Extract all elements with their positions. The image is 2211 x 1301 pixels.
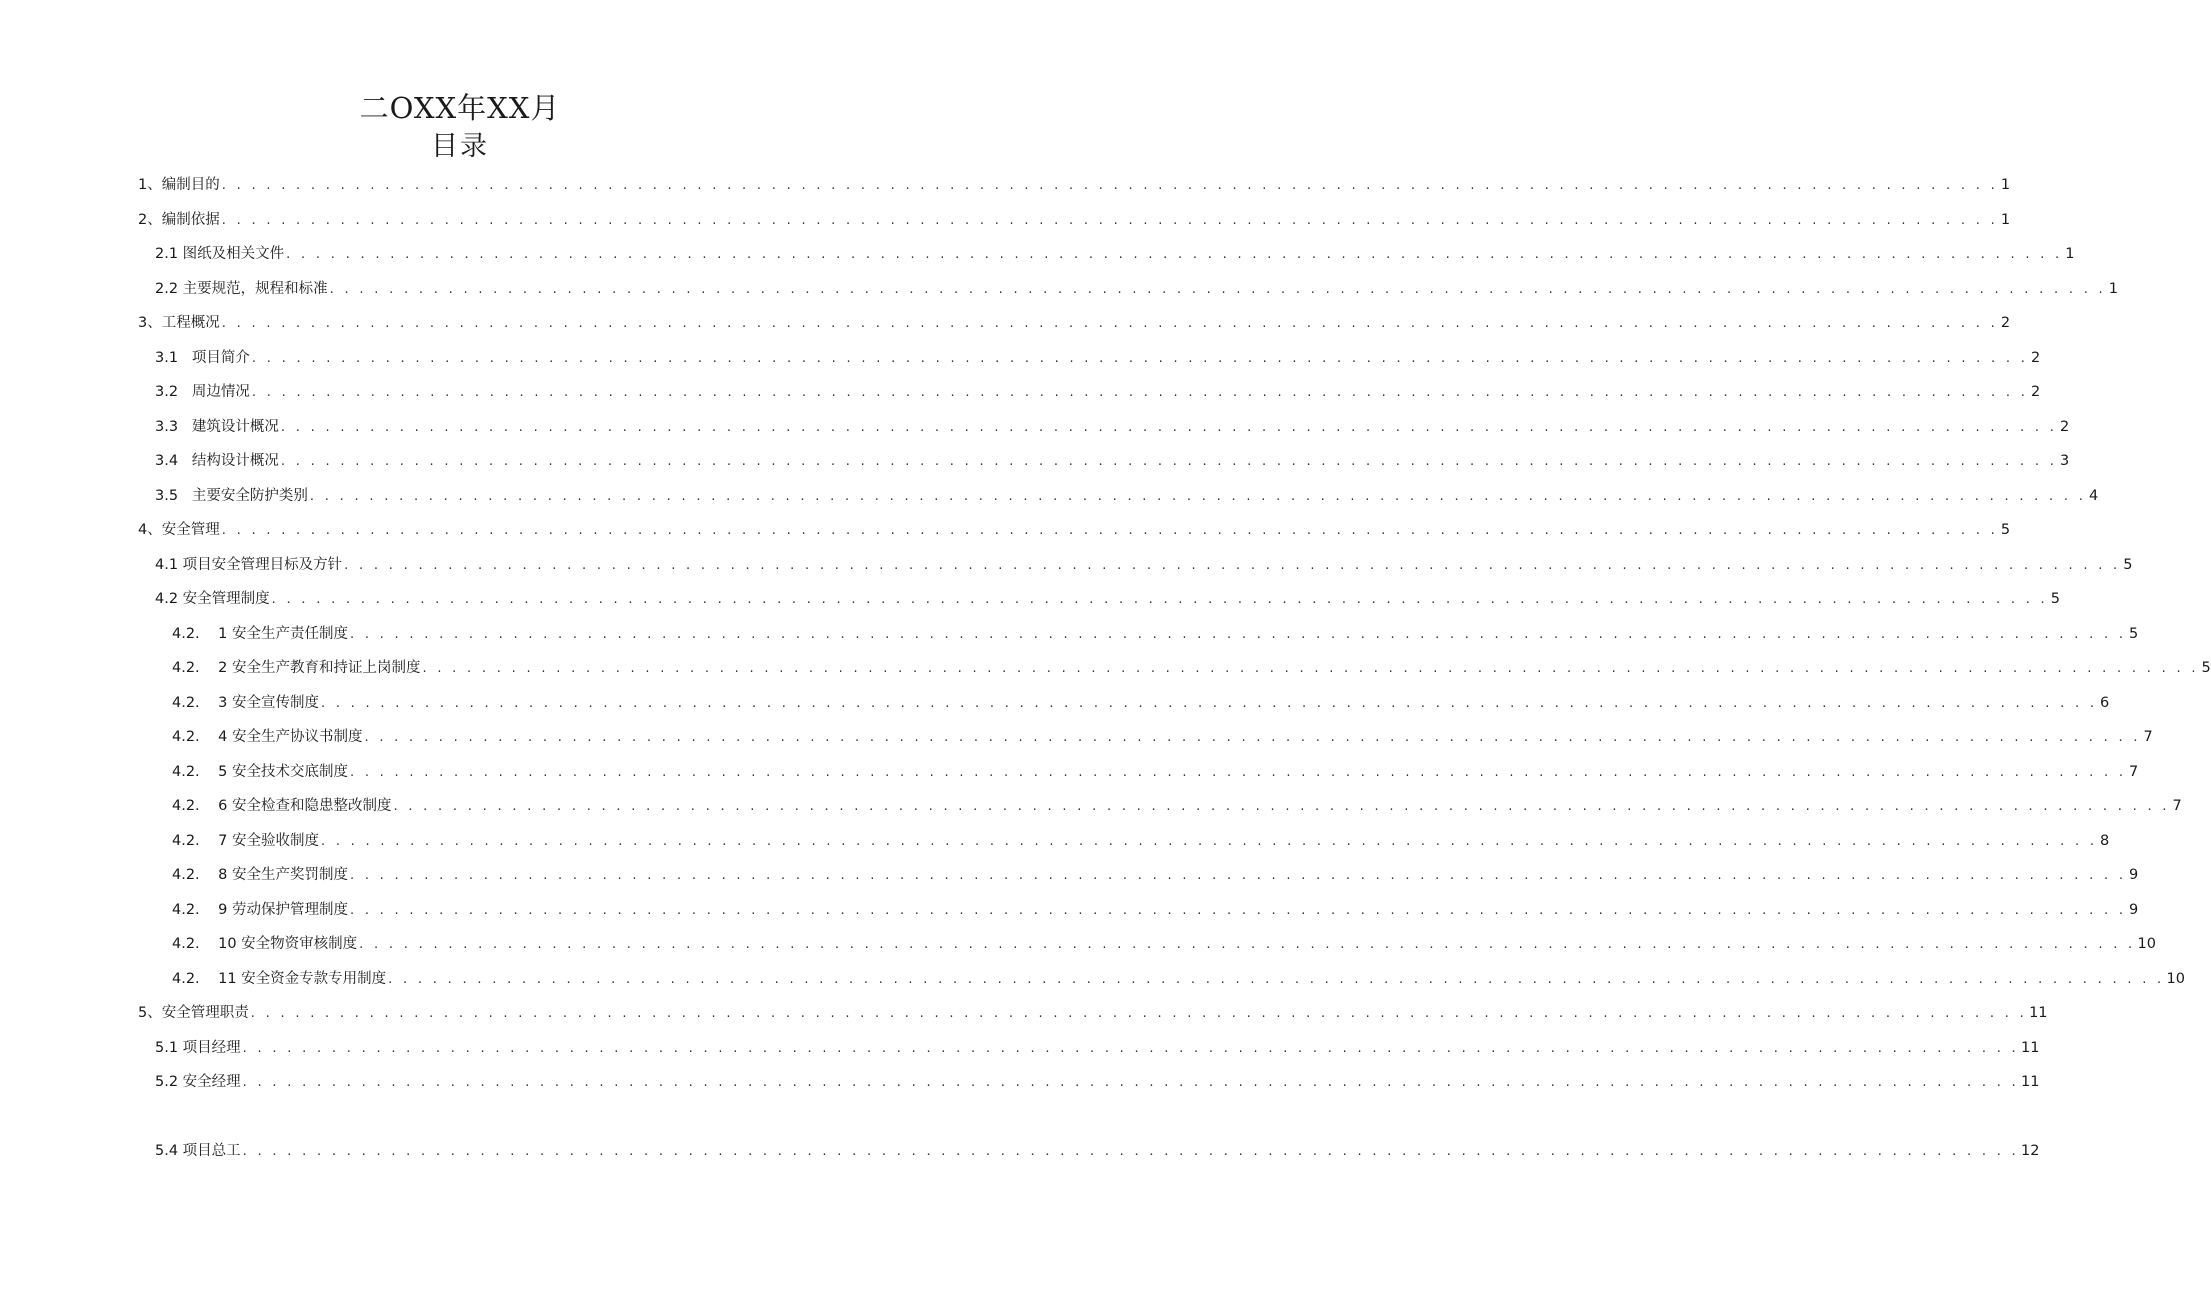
toc-entry-title: 安全验收制度 [231, 832, 319, 849]
toc-entry-page: 11 [2029, 1005, 2048, 1021]
toc-entry-page: 2 [2000, 315, 2011, 331]
toc-entry-number: 4.2 [155, 591, 183, 607]
toc-entry-page: 7 [2143, 729, 2153, 745]
toc-entry[interactable] [0, 1065, 2040, 1100]
toc-entry-title: 安全检查和隐患整改制度 [231, 798, 392, 814]
toc-dot-leader: . . . . . . . . . . . . . . . . . . . . . . . . . . . . . . . . . . . . . . . . . . . . . . . . . . . . . . . . . . . . . . . . . . . . . . . . . . . . . . . . . . . . . . . . . . . . . . . . . . . . . . . . . . . . . . . . . . . . . . . . [344, 557, 2121, 573]
toc-entry-title: 图纸及相关文件 [182, 246, 285, 262]
toc-entry-number: 5.2 [155, 1074, 183, 1090]
toc-entry-number: 4.2. 1 [172, 625, 232, 642]
toc-entry-title: 编制目的 [161, 177, 220, 193]
toc-entry-number: 3.4 [155, 453, 192, 469]
toc-entry-title: 安全技术交底制度 [231, 763, 348, 780]
toc-entry[interactable] [0, 996, 2048, 1031]
toc-dot-leader: . . . . . . . . . . . . . . . . . . . . . . . . . . . . . . . . . . . . . . . . . . . . . . . . . . . . . . . . . . . . . . . . . . . . . . . . . . . . . . . . . . . . . . . . . . . . . . . . . . . . . . . . . . . . . . . . . . . . . . . . [221, 316, 1999, 331]
toc-dot-leader: . . . . . . . . . . . . . . . . . . . . . . . . . . . . . . . . . . . . . . . . . . . . . . . . . . . . . . . . . . . . . . . . . . . . . . . . . . . . . . . . . . . . . . . . . . . . . . . . . . . . . . . . . . . . . . . . . . . . . . . . [422, 661, 2199, 676]
toc-dot-leader: . . . . . . . . . . . . . . . . . . . . . . . . . . . . . . . . . . . . . . . . . . . . . . . . . . . . . . . . . . . . . . . . . . . . . . . . . . . . . . . . . . . . . . . . . . . . . . . . . . . . . . . . . . . . . . . . . . . . . . . . [221, 523, 1999, 538]
toc-entry[interactable] [0, 755, 2139, 790]
toc-entry[interactable] [0, 651, 2211, 686]
toc-entry-number: 4.2. 3 [172, 694, 232, 711]
toc-entry-number: 4.2. 2 [172, 660, 232, 676]
toc-entry-title: 安全生产奖罚制度 [231, 867, 348, 883]
toc-entry-title: 安全物资审核制度 [241, 936, 358, 952]
toc-entry-page: 7 [2129, 763, 2139, 780]
toc-entry-number: 4.2. 11 [172, 970, 242, 987]
toc-entry[interactable] [0, 168, 2011, 203]
toc-entry[interactable] [0, 410, 2070, 445]
toc-entry-page: 1 [2000, 177, 2011, 193]
toc-title: 目录 [431, 131, 489, 162]
toc-entry-number: 3.1 [155, 349, 192, 366]
toc-entry-page: 5 [2000, 522, 2011, 538]
toc-entry-page: 10 [2137, 936, 2156, 952]
toc-entry[interactable] [0, 858, 2139, 893]
toc-entry-number: 3.2 [155, 384, 192, 400]
toc-entry-number: 4.2. 4 [172, 729, 232, 745]
toc-entry-title: 安全管理职责 [161, 1005, 249, 1021]
toc-dot-leader: . . . . . . . . . . . . . . . . . . . . . . . . . . . . . . . . . . . . . . . . . . . . . . . . . . . . . . . . . . . . . . . . . . . . . . . . . . . . . . . . . . . . . . . . . . . . . . . . . . . . . . . . . . . . . . . . . . . . . . . . [349, 902, 2127, 918]
toc-entry[interactable] [0, 720, 2153, 755]
toc-entry-number: 1、 [138, 177, 162, 193]
toc-entry-title: 主要安全防护类别 [191, 487, 308, 504]
toc-entry[interactable] [0, 548, 2133, 583]
toc-dot-leader: . . . . . . . . . . . . . . . . . . . . . . . . . . . . . . . . . . . . . . . . . . . . . . . . . . . . . . . . . . . . . . . . . . . . . . . . . . . . . . . . . . . . . . . . . . . . . . . . . . . . . . . . . . . . . . . . . . . . . . . . [221, 212, 1999, 228]
toc-dot-leader: . . . . . . . . . . . . . . . . . . . . . . . . . . . . . . . . . . . . . . . . . . . . . . . . . . . . . . . . . . . . . . . . . . . . . . . . . . . . . . . . . . . . . . . . . . . . . . . . . . . . . . . . . . . . . . . . . . . . . . . . [251, 350, 2029, 366]
toc-entry[interactable] [0, 479, 2099, 514]
toc-entry-title: 安全管理制度 [182, 591, 270, 607]
toc-dot-leader: . . . . . . . . . . . . . . . . . . . . . . . . . . . . . . . . . . . . . . . . . . . . . . . . . . . . . . . . . . . . . . . . . . . . . . . . . . . . . . . . . . . . . . . . . . . . . . . . . . . . . . . . . . . . . . . . . . . . . . . . [221, 178, 1999, 193]
toc-entry-page: 5 [2129, 625, 2139, 642]
toc-entry[interactable] [0, 341, 2041, 376]
toc-entry-number: 4.1 [155, 556, 183, 573]
toc-entry-page: 12 [2021, 1142, 2040, 1159]
toc-entry-number: 3、 [138, 315, 162, 331]
toc-entry-number: 4.2. 8 [172, 867, 232, 883]
toc-entry[interactable] [0, 272, 2118, 307]
toc-entry-page: 1 [2108, 280, 2118, 297]
toc-entry-page: 1 [2065, 246, 2075, 262]
toc-entry-page: 2 [2030, 384, 2041, 400]
toc-dot-leader: . . . . . . . . . . . . . . . . . . . . . . . . . . . . . . . . . . . . . . . . . . . . . . . . . . . . . . . . . . . . . . . . . . . . . . . . . . . . . . . . . . . . . . . . . . . . . . . . . . . . . . . . . . . . . . . . . . . . . . . . [280, 419, 2058, 435]
toc-dot-leader: . . . . . . . . . . . . . . . . . . . . . . . . . . . . . . . . . . . . . . . . . . . . . . . . . . . . . . . . . . . . . . . . . . . . . . . . . . . . . . . . . . . . . . . . . . . . . . . . . . . . . . . . . . . . . . . . . . . . . . . . [349, 626, 2127, 642]
toc-entry-title: 劳动保护管理制度 [231, 901, 348, 918]
toc-entry-title: 工程概况 [161, 315, 220, 331]
toc-entry[interactable] [0, 617, 2139, 652]
toc-entry-number: 2、 [138, 211, 162, 228]
toc-entry-page: 2 [2059, 418, 2070, 435]
toc-entry-title: 项目安全管理目标及方针 [182, 556, 343, 573]
toc-entry[interactable] [0, 824, 2110, 859]
toc-entry-number: 4.2. 5 [172, 763, 232, 780]
table-of-contents [0, 168, 2211, 1168]
toc-entry-title: 安全宣传制度 [231, 694, 319, 711]
toc-entry-page: 10 [2166, 970, 2185, 987]
toc-entry-number: 4.2. 6 [172, 798, 232, 814]
toc-dot-leader: . . . . . . . . . . . . . . . . . . . . . . . . . . . . . . . . . . . . . . . . . . . . . . . . . . . . . . . . . . . . . . . . . . . . . . . . . . . . . . . . . . . . . . . . . . . . . . . . . . . . . . . . . . . . . . . . . . . . . . . . [250, 1006, 2028, 1021]
toc-entry-page: 7 [2172, 798, 2182, 814]
toc-entry-page: 3 [2059, 453, 2070, 469]
toc-entry-title: 安全经理 [182, 1074, 241, 1090]
toc-entry-title: 安全生产协议书制度 [231, 729, 363, 745]
toc-entry[interactable] [0, 513, 2011, 548]
toc-entry-number: 3.5 [155, 487, 192, 504]
toc-entry-number: 5.1 [155, 1039, 183, 1056]
toc-entry-title: 结构设计概况 [191, 453, 279, 469]
toc-dot-leader: . . . . . . . . . . . . . . . . . . . . . . . . . . . . . . . . . . . . . . . . . . . . . . . . . . . . . . . . . . . . . . . . . . . . . . . . . . . . . . . . . . . . . . . . . . . . . . . . . . . . . . . . . . . . . . . . . . . . . . . . [364, 730, 2141, 745]
toc-dot-leader: . . . . . . . . . . . . . . . . . . . . . . . . . . . . . . . . . . . . . . . . . . . . . . . . . . . . . . . . . . . . . . . . . . . . . . . . . . . . . . . . . . . . . . . . . . . . . . . . . . . . . . . . . . . . . . . . . . . . . . . . [320, 695, 2098, 711]
toc-entry-title: 项目经理 [182, 1039, 241, 1056]
toc-dot-leader: . . . . . . . . . . . . . . . . . . . . . . . . . . . . . . . . . . . . . . . . . . . . . . . . . . . . . . . . . . . . . . . . . . . . . . . . . . . . . . . . . . . . . . . . . . . . . . . . . . . . . . . . . . . . . . . . . . . . . . . . [388, 971, 2165, 987]
toc-dot-leader: . . . . . . . . . . . . . . . . . . . . . . . . . . . . . . . . . . . . . . . . . . . . . . . . . . . . . . . . . . . . . . . . . . . . . . . . . . . . . . . . . . . . . . . . . . . . . . . . . . . . . . . . . . . . . . . . . . . . . . . . [359, 937, 2136, 952]
toc-entry-page: 2 [2030, 349, 2041, 366]
toc-entry[interactable] [0, 1031, 2040, 1066]
toc-entry-page: 8 [2100, 832, 2110, 849]
toc-entry[interactable] [0, 1134, 2040, 1169]
toc-entry[interactable] [0, 789, 2182, 824]
toc-entry-page: 4 [2088, 487, 2099, 504]
toc-entry[interactable] [0, 444, 2070, 479]
toc-entry-page: 9 [2129, 901, 2139, 918]
toc-entry-number: 4.2. 9 [172, 901, 232, 918]
toc-entry-title: 安全生产教育和持证上岗制度 [231, 660, 421, 676]
toc-entry-title: 项目简介 [191, 349, 250, 366]
toc-entry-title: 编制依据 [161, 211, 220, 228]
toc-entry-title: 安全资金专款专用制度 [241, 970, 387, 987]
toc-entry-page: 6 [2100, 694, 2110, 711]
toc-dot-leader: . . . . . . . . . . . . . . . . . . . . . . . . . . . . . . . . . . . . . . . . . . . . . . . . . . . . . . . . . . . . . . . . . . . . . . . . . . . . . . . . . . . . . . . . . . . . . . . . . . . . . . . . . . . . . . . . . . . . . . . . [280, 454, 2058, 469]
toc-dot-leader: . . . . . . . . . . . . . . . . . . . . . . . . . . . . . . . . . . . . . . . . . . . . . . . . . . . . . . . . . . . . . . . . . . . . . . . . . . . . . . . . . . . . . . . . . . . . . . . . . . . . . . . . . . . . . . . . . . . . . . . . [320, 833, 2098, 849]
toc-entry-page: 5 [2123, 556, 2133, 573]
toc-entry[interactable] [0, 582, 2060, 617]
toc-entry-page: 5 [2201, 660, 2211, 676]
toc-entry[interactable] [0, 306, 2011, 341]
toc-entry[interactable] [0, 686, 2110, 721]
toc-entry-title: 安全生产责任制度 [231, 625, 348, 642]
toc-dot-leader: . . . . . . . . . . . . . . . . . . . . . . . . . . . . . . . . . . . . . . . . . . . . . . . . . . . . . . . . . . . . . . . . . . . . . . . . . . . . . . . . . . . . . . . . . . . . . . . . . . . . . . . . . . . . . . . . . . . . . . . . [329, 281, 2106, 297]
toc-entry-number: 4.2. 10 [172, 936, 242, 952]
toc-entry[interactable] [0, 962, 2185, 997]
toc-entry-number: 4、 [138, 522, 162, 538]
toc-dot-leader: . . . . . . . . . . . . . . . . . . . . . . . . . . . . . . . . . . . . . . . . . . . . . . . . . . . . . . . . . . . . . . . . . . . . . . . . . . . . . . . . . . . . . . . . . . . . . . . . . . . . . . . . . . . . . . . . . . . . . . . . [251, 385, 2029, 400]
toc-entry-number: 5、 [138, 1005, 162, 1021]
toc-entry[interactable] [0, 375, 2041, 410]
toc-entry-page: 9 [2129, 867, 2139, 883]
toc-dot-leader: . . . . . . . . . . . . . . . . . . . . . . . . . . . . . . . . . . . . . . . . . . . . . . . . . . . . . . . . . . . . . . . . . . . . . . . . . . . . . . . . . . . . . . . . . . . . . . . . . . . . . . . . . . . . . . . . . . . . . . . . [242, 1143, 2019, 1159]
toc-entry-title: 项目总工 [182, 1142, 241, 1159]
toc-entry-title: 周边情况 [191, 384, 250, 400]
toc-dot-leader: . . . . . . . . . . . . . . . . . . . . . . . . . . . . . . . . . . . . . . . . . . . . . . . . . . . . . . . . . . . . . . . . . . . . . . . . . . . . . . . . . . . . . . . . . . . . . . . . . . . . . . . . . . . . . . . . . . . . . . . . [349, 868, 2127, 883]
toc-dot-leader: . . . . . . . . . . . . . . . . . . . . . . . . . . . . . . . . . . . . . . . . . . . . . . . . . . . . . . . . . . . . . . . . . . . . . . . . . . . . . . . . . . . . . . . . . . . . . . . . . . . . . . . . . . . . . . . . . . . . . . . . [309, 488, 2087, 504]
toc-dot-leader: . . . . . . . . . . . . . . . . . . . . . . . . . . . . . . . . . . . . . . . . . . . . . . . . . . . . . . . . . . . . . . . . . . . . . . . . . . . . . . . . . . . . . . . . . . . . . . . . . . . . . . . . . . . . . . . . . . . . . . . . [271, 592, 2048, 607]
toc-dot-leader: . . . . . . . . . . . . . . . . . . . . . . . . . . . . . . . . . . . . . . . . . . . . . . . . . . . . . . . . . . . . . . . . . . . . . . . . . . . . . . . . . . . . . . . . . . . . . . . . . . . . . . . . . . . . . . . . . . . . . . . . [393, 799, 2170, 814]
toc-entry-page: 11 [2021, 1074, 2040, 1090]
toc-entry-number: 2.1 [155, 246, 183, 262]
toc-entry-title: 安全管理 [161, 522, 220, 538]
toc-entry[interactable] [0, 927, 2156, 962]
toc-entry-number: 3.3 [155, 418, 192, 435]
toc-entry[interactable] [0, 237, 2075, 272]
toc-entry[interactable] [0, 203, 2011, 238]
toc-entry-title: 主要规范，规程和标准 [182, 280, 328, 297]
toc-entry-page: 11 [2021, 1039, 2040, 1056]
toc-entry-title: 建筑设计概况 [191, 418, 279, 435]
toc-dot-leader: . . . . . . . . . . . . . . . . . . . . . . . . . . . . . . . . . . . . . . . . . . . . . . . . . . . . . . . . . . . . . . . . . . . . . . . . . . . . . . . . . . . . . . . . . . . . . . . . . . . . . . . . . . . . . . . . . . . . . . . . [349, 764, 2127, 780]
toc-entry-number: 2.2 [155, 280, 183, 297]
toc-entry-page: 1 [2000, 211, 2011, 228]
date-line: 二OXX年XX月 [359, 91, 561, 125]
toc-dot-leader: . . . . . . . . . . . . . . . . . . . . . . . . . . . . . . . . . . . . . . . . . . . . . . . . . . . . . . . . . . . . . . . . . . . . . . . . . . . . . . . . . . . . . . . . . . . . . . . . . . . . . . . . . . . . . . . . . . . . . . . . [286, 247, 2063, 262]
toc-dot-leader: . . . . . . . . . . . . . . . . . . . . . . . . . . . . . . . . . . . . . . . . . . . . . . . . . . . . . . . . . . . . . . . . . . . . . . . . . . . . . . . . . . . . . . . . . . . . . . . . . . . . . . . . . . . . . . . . . . . . . . . . [242, 1075, 2019, 1090]
toc-dot-leader: . . . . . . . . . . . . . . . . . . . . . . . . . . . . . . . . . . . . . . . . . . . . . . . . . . . . . . . . . . . . . . . . . . . . . . . . . . . . . . . . . . . . . . . . . . . . . . . . . . . . . . . . . . . . . . . . . . . . . . . . [242, 1040, 2019, 1056]
toc-entry-number: 5.4 [155, 1142, 183, 1159]
toc-entry-number: 4.2. 7 [172, 832, 232, 849]
toc-entry[interactable] [0, 893, 2139, 928]
toc-entry-page: 5 [2050, 591, 2060, 607]
